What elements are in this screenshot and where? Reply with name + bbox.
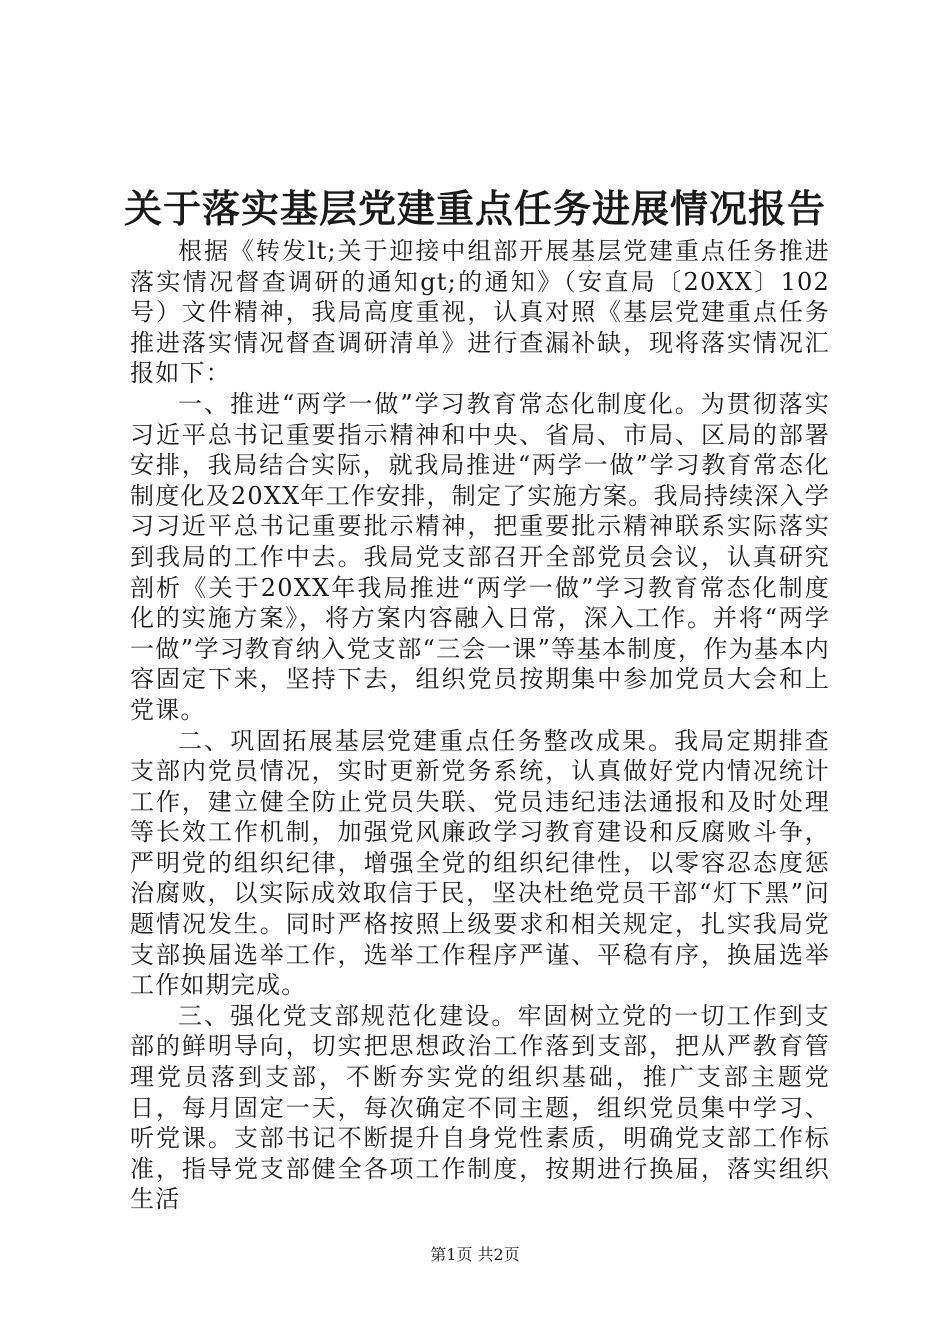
page-number-footer: 第1页 共2页 [430, 1245, 520, 1264]
document-body [130, 236, 830, 1215]
paragraph-section-1: 一、推进“两学一做”学习教育常态化制度化。为贯彻落实习近平总书记重要指示精神和中央、省局、市局、区局的部署安排，我局结合实际，就我局推进“两学一做”学习教育常态化制度化及20XX年工作安排，制定了实施方案。我局持续深入学习习近平总书记重要批示精神，把重要批示精神联系实际落实到我局的工作中去。我局党支部召开全部党员会议，认真研究剖析《关于20XX年我局推进“两学一做”学习教育常态化制度化的实施方案》，将方案内容融入日常，深入工作。并将“两学一做”学习教育纳入党支部“三会一课”等基本制度，作为基本内容固定下来，坚持下去，组织党员按期集中参加党员大会和上党课。 [130, 389, 830, 724]
paragraph-section-3: 三、强化党支部规范化建设。牢固树立党的一切工作到支部的鲜明导向，切实把思想政治工作落到支部，把从严教育管理党员落到支部，不断夯实党的组织基础，推广支部主题党日，每月固定一天，每次确定不同主题，组织党员集中学习、听党课。支部书记不断提升自身党性素质，明确党支部工作标准，指导党支部健全各项工作制度，按期进行换届，落实组织生活 [130, 1001, 830, 1214]
paragraph-intro: 根据《转发lt;关于迎接中组部开展基层党建重点任务推进落实情况督查调研的通知gt;的通知》（安直局〔20XX〕102号）文件精神，我局高度重视，认真对照《基层党建重点任务推进落实情况督查调研清单》进行查漏补缺，现将落实情况汇报如下： [130, 237, 830, 388]
paragraph-section-2: 二、巩固拓展基层党建重点任务整改成果。我局定期排查支部内党员情况，实时更新党务系统，认真做好党内情况统计工作，建立健全防止党员失联、党员违纪违法通报和及时处理等长效工作机制，加强党风廉政学习教育建设和反腐败斗争，严明党的组织纪律，增强全党的组织纪律性，以零容忍态度惩治腐败，以实际成效取信于民，坚决杜绝党员干部“灯下黑”问题情况发生。同时严格按照上级要求和相关规定，扎实我局党支部换届选举工作，选举工作程序严谨、平稳有序，换届选举工作如期完成。 [130, 726, 830, 1000]
document-title: 关于落实基层党建重点任务进展情况报告 [123, 186, 826, 231]
